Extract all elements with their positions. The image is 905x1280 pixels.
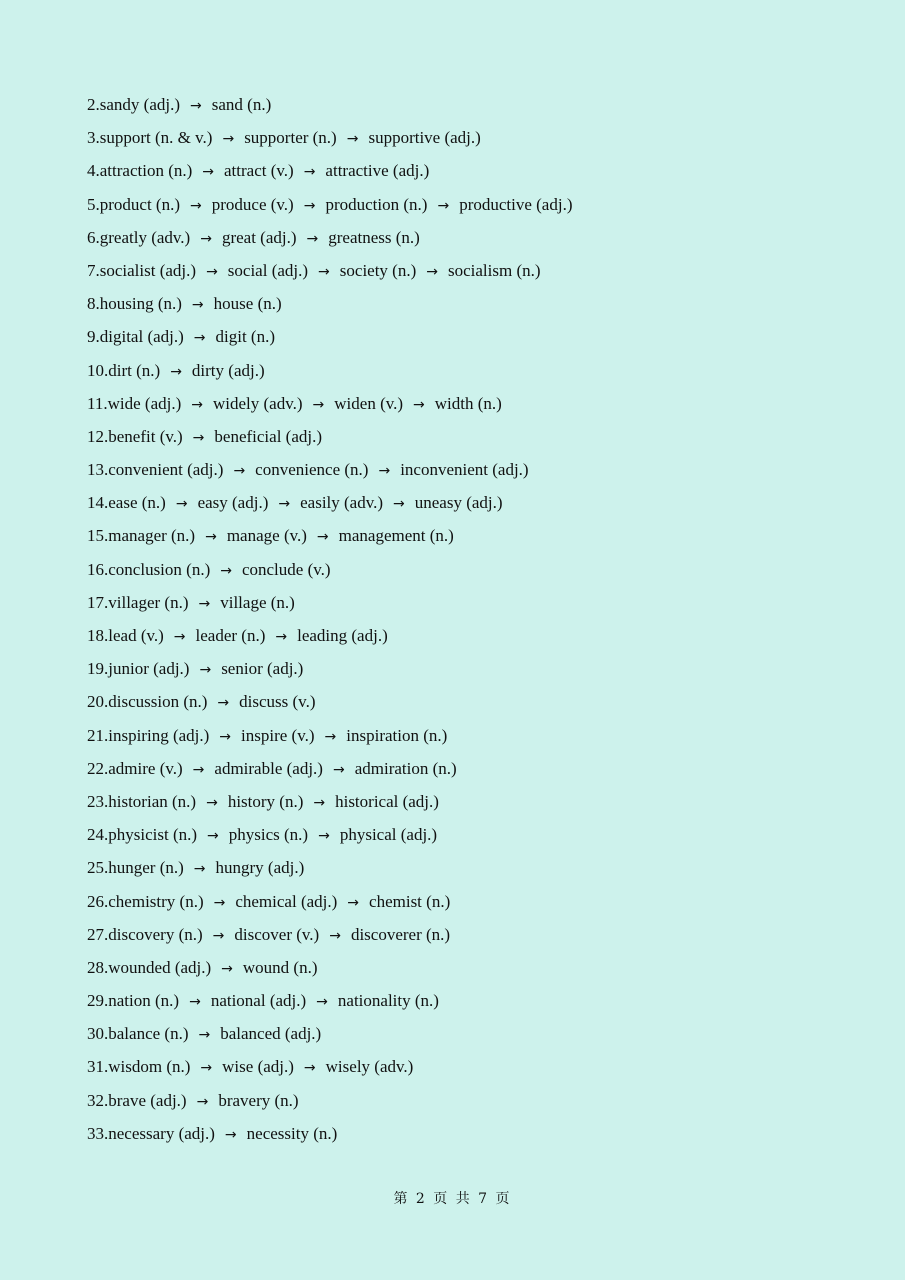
arrow-right-icon: →: [199, 662, 212, 679]
word-form: wise (adj.): [222, 1057, 294, 1077]
word-form: digit (n.): [215, 327, 276, 347]
arrow-right-icon: →: [221, 960, 233, 977]
word-form: 26.chemistry (n.): [87, 891, 204, 911]
word-family-row: [87, 254, 572, 287]
word-form: physics (n.): [228, 825, 309, 845]
word-family-row: [87, 519, 572, 552]
word-form: management (n.): [338, 526, 454, 546]
word-form: 16.conclusion (n.): [87, 559, 211, 579]
word-form: nationality (n.): [337, 991, 439, 1011]
word-family-row: [87, 287, 572, 320]
word-form: widely (adv.): [213, 393, 303, 413]
arrow-right-icon: →: [306, 230, 319, 247]
word-form: bravery (n.): [218, 1090, 299, 1110]
arrow-right-icon: →: [332, 761, 345, 778]
word-form: leading (adj.): [297, 626, 388, 645]
word-form: discuss (v.): [239, 692, 316, 712]
arrow-right-icon: →: [347, 894, 360, 911]
arrow-right-icon: →: [191, 396, 203, 413]
arrow-right-icon: →: [217, 695, 230, 712]
arrow-right-icon: →: [303, 1060, 316, 1077]
word-form: 15.manager (n.): [87, 526, 196, 546]
arrow-right-icon: →: [346, 131, 359, 148]
word-form: 22.admire (v.): [87, 758, 183, 778]
arrow-right-icon: →: [219, 728, 232, 745]
word-family-row: [87, 1117, 572, 1150]
word-family-row: [87, 453, 572, 486]
word-form: 21.inspiring (adj.): [87, 725, 210, 745]
word-family-row: [87, 885, 572, 918]
word-form: manage (v.): [226, 526, 307, 546]
word-form: balanced (adj.): [220, 1024, 322, 1044]
word-form: width (n.): [434, 393, 502, 413]
word-family-list: [87, 88, 572, 1150]
word-form: dirty (adj.): [191, 360, 265, 380]
arrow-right-icon: →: [206, 263, 218, 280]
word-form: 20.discussion (n.): [87, 692, 208, 712]
word-family-row: [87, 818, 572, 851]
word-form: conclude (v.): [241, 559, 331, 579]
word-family-row: [87, 387, 572, 420]
arrow-right-icon: →: [222, 131, 235, 148]
word-form: 4.attraction (n.): [87, 161, 193, 181]
word-form: productive (adj.): [459, 194, 573, 214]
word-family-row: [87, 685, 572, 718]
word-form: 18.lead (v.): [87, 626, 164, 645]
arrow-right-icon: →: [329, 927, 341, 944]
arrow-right-icon: →: [189, 994, 201, 1011]
word-form: 33.necessary (adj.): [87, 1123, 215, 1143]
word-family-row: [87, 88, 572, 121]
word-family-row: [87, 221, 572, 254]
word-form: village (n.): [220, 592, 295, 612]
word-family-row: [87, 851, 572, 884]
word-form: chemical (adj.): [235, 891, 338, 911]
word-form: admiration (n.): [354, 758, 457, 778]
word-form: produce (v.): [211, 194, 294, 214]
arrow-right-icon: →: [207, 828, 219, 845]
word-form: easily (adv.): [300, 493, 384, 513]
arrow-right-icon: →: [312, 396, 325, 413]
word-family-row: [87, 121, 572, 154]
word-form: sand (n.): [211, 95, 272, 114]
arrow-right-icon: →: [378, 463, 391, 480]
arrow-right-icon: →: [173, 629, 186, 645]
arrow-right-icon: →: [224, 1126, 237, 1143]
word-form: history (n.): [227, 791, 304, 811]
word-family-row: [87, 188, 572, 221]
word-family-row: [87, 752, 572, 785]
word-family-row: [87, 951, 572, 984]
word-form: 2.sandy (adj.): [87, 95, 181, 114]
word-form: historical (adj.): [335, 791, 439, 811]
word-form: 8.housing (n.): [87, 294, 182, 314]
arrow-right-icon: →: [191, 297, 204, 314]
word-form: 5.product (n.): [87, 194, 181, 214]
word-form: inconvenient (adj.): [400, 460, 529, 480]
word-form: greatness (n.): [328, 227, 420, 247]
word-form: 9.digital (adj.): [87, 327, 184, 347]
word-form: uneasy (adj.): [414, 493, 503, 513]
word-family-row: [87, 486, 572, 519]
arrow-right-icon: →: [212, 927, 225, 944]
word-form: 31.wisdom (n.): [87, 1057, 191, 1077]
arrow-right-icon: →: [213, 894, 226, 911]
arrow-right-icon: →: [205, 529, 217, 546]
word-form: 7.socialist (adj.): [87, 260, 197, 280]
arrow-right-icon: →: [200, 230, 212, 247]
word-form: 3.support (n. & v.): [87, 128, 213, 148]
arrow-right-icon: →: [324, 728, 337, 745]
arrow-right-icon: →: [196, 1093, 209, 1110]
word-form: senior (adj.): [221, 659, 304, 679]
word-form: 32.brave (adj.): [87, 1090, 187, 1110]
arrow-right-icon: →: [316, 994, 328, 1011]
word-family-row: [87, 154, 572, 187]
word-form: 19.junior (adj.): [87, 659, 190, 679]
page-footer: 第 2 页 共 7 页: [393, 1191, 512, 1207]
word-family-row: [87, 785, 572, 818]
arrow-right-icon: →: [318, 828, 330, 845]
arrow-right-icon: →: [202, 164, 214, 181]
word-form: 29.nation (n.): [87, 991, 180, 1011]
word-family-row: [87, 1084, 572, 1117]
arrow-right-icon: →: [303, 164, 316, 181]
word-form: 11.wide (adj.): [87, 393, 182, 413]
word-form: production (n.): [325, 194, 428, 214]
word-form: physical (adj.): [339, 825, 438, 845]
arrow-right-icon: →: [192, 429, 205, 446]
word-form: national (adj.): [210, 991, 307, 1011]
arrow-right-icon: →: [437, 197, 450, 214]
word-form: society (n.): [339, 260, 417, 280]
arrow-right-icon: →: [220, 562, 232, 579]
word-form: admirable (adj.): [214, 758, 323, 778]
arrow-right-icon: →: [303, 197, 316, 214]
word-form: 24.physicist (n.): [87, 825, 198, 845]
word-form: 25.hunger (n.): [87, 858, 184, 878]
word-form: hungry (adj.): [215, 858, 305, 878]
word-form: supportive (adj.): [368, 128, 481, 148]
word-form: wound (n.): [242, 957, 318, 977]
arrow-right-icon: →: [190, 98, 202, 114]
word-family-row: [87, 586, 572, 619]
word-form: inspiration (n.): [346, 725, 448, 745]
word-form: attract (v.): [224, 161, 294, 181]
arrow-right-icon: →: [175, 496, 188, 513]
arrow-right-icon: →: [393, 496, 405, 513]
word-form: widen (v.): [334, 393, 404, 413]
word-family-row: [87, 1017, 572, 1050]
word-form: 14.ease (n.): [87, 493, 166, 513]
word-family-row: [87, 652, 572, 685]
word-form: 13.convenient (adj.): [87, 460, 224, 480]
word-form: social (adj.): [227, 260, 309, 280]
word-form: 30.balance (n.): [87, 1024, 189, 1044]
word-form: discoverer (n.): [350, 924, 451, 944]
word-family-row: [87, 553, 572, 586]
arrow-right-icon: →: [206, 794, 218, 811]
word-family-row: [87, 354, 572, 387]
word-form: inspire (v.): [241, 725, 315, 745]
word-form: attractive (adj.): [325, 161, 430, 181]
word-family-row: [87, 320, 572, 353]
word-form: 10.dirt (n.): [87, 360, 161, 380]
word-form: 23.historian (n.): [87, 791, 197, 811]
word-form: house (n.): [213, 294, 282, 314]
word-form: great (adj.): [221, 227, 297, 247]
arrow-right-icon: →: [193, 330, 206, 347]
word-form: 12.benefit (v.): [87, 426, 183, 446]
arrow-right-icon: →: [198, 595, 211, 612]
arrow-right-icon: →: [316, 529, 329, 546]
word-form: necessity (n.): [246, 1123, 338, 1143]
arrow-right-icon: →: [313, 794, 326, 811]
word-form: discover (v.): [234, 924, 320, 944]
word-form: 6.greatly (adv.): [87, 227, 191, 247]
word-family-row: [87, 1050, 572, 1083]
arrow-right-icon: →: [200, 1060, 213, 1077]
word-form: chemist (n.): [369, 891, 451, 911]
word-form: leader (n.): [195, 626, 266, 645]
arrow-right-icon: →: [233, 463, 246, 480]
word-form: 17.villager (n.): [87, 592, 189, 612]
word-form: 28.wounded (adj.): [87, 957, 212, 977]
arrow-right-icon: →: [192, 761, 205, 778]
word-family-row: [87, 719, 572, 752]
arrow-right-icon: →: [198, 1027, 211, 1044]
arrow-right-icon: →: [275, 629, 288, 645]
word-family-row: [87, 984, 572, 1017]
arrow-right-icon: →: [193, 861, 206, 878]
word-family-row: [87, 420, 572, 453]
word-form: beneficial (adj.): [214, 426, 323, 446]
word-form: socialism (n.): [448, 260, 541, 280]
word-form: wisely (adv.): [325, 1057, 414, 1077]
arrow-right-icon: →: [170, 363, 182, 380]
arrow-right-icon: →: [190, 197, 202, 214]
word-family-row: [87, 619, 572, 652]
word-family-row: [87, 918, 572, 951]
arrow-right-icon: →: [413, 396, 425, 413]
word-form: supporter (n.): [244, 128, 337, 148]
arrow-right-icon: →: [426, 263, 438, 280]
arrow-right-icon: →: [318, 263, 330, 280]
word-form: 27.discovery (n.): [87, 924, 203, 944]
word-form: easy (adj.): [197, 493, 269, 513]
word-form: convenience (n.): [255, 460, 369, 480]
arrow-right-icon: →: [278, 496, 291, 513]
